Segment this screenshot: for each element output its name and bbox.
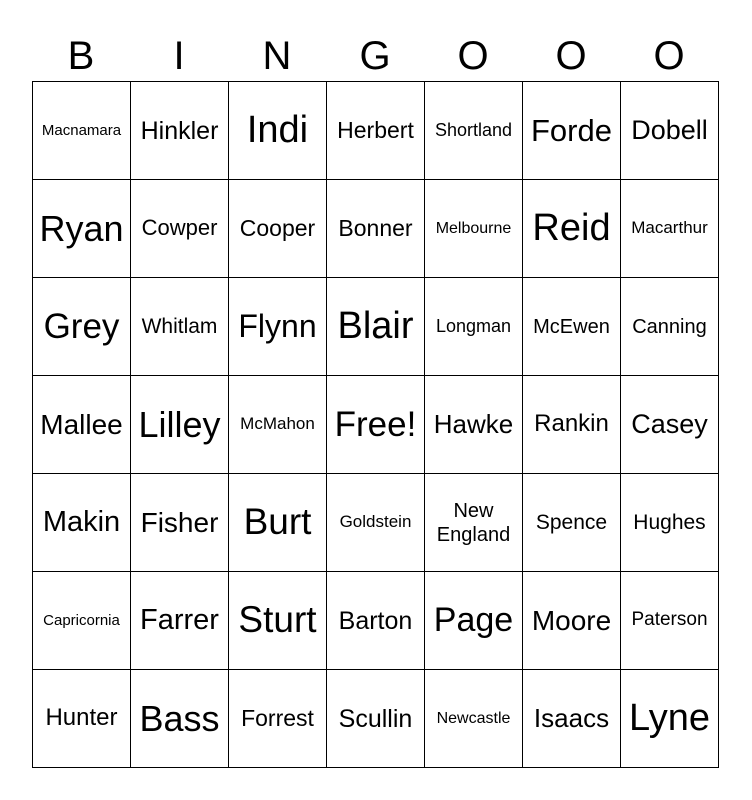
bingo-cell[interactable]: Lilley	[131, 376, 229, 474]
bingo-cell[interactable]: Moore	[523, 572, 621, 670]
bingo-cell[interactable]: Hawke	[425, 376, 523, 474]
bingo-cell[interactable]: Forrest	[229, 670, 327, 768]
bingo-cell[interactable]: Dobell	[621, 82, 719, 180]
bingo-cell[interactable]: Newcastle	[425, 670, 523, 768]
bingo-cell[interactable]: Spence	[523, 474, 621, 572]
bingo-cell[interactable]: Canning	[621, 278, 719, 376]
bingo-cell[interactable]: Page	[425, 572, 523, 670]
bingo-cell[interactable]: Farrer	[131, 572, 229, 670]
header-letter-o1: O	[457, 34, 489, 78]
header-letter-n: N	[262, 34, 292, 78]
bingo-cell[interactable]: Longman	[425, 278, 523, 376]
bingo-cell[interactable]: Hinkler	[131, 82, 229, 180]
bingo-cell[interactable]: Flynn	[229, 278, 327, 376]
bingo-cell-free[interactable]: Free!	[327, 376, 425, 474]
bingo-cell[interactable]: Paterson	[621, 572, 719, 670]
bingo-cell[interactable]: Ryan	[33, 180, 131, 278]
bingo-cell[interactable]: Macnamara	[33, 82, 131, 180]
bingo-cell[interactable]: Blair	[327, 278, 425, 376]
bingo-cell[interactable]: Scullin	[327, 670, 425, 768]
bingo-cell[interactable]: Indi	[229, 82, 327, 180]
bingo-cell[interactable]: Bass	[131, 670, 229, 768]
bingo-cell[interactable]: Casey	[621, 376, 719, 474]
bingo-cell[interactable]: Fisher	[131, 474, 229, 572]
bingo-card	[32, 81, 719, 768]
bingo-cell[interactable]: Cooper	[229, 180, 327, 278]
header-letter-o2: O	[555, 34, 587, 78]
bingo-cell[interactable]: Shortland	[425, 82, 523, 180]
header-letter-i: I	[173, 34, 185, 78]
bingo-cell[interactable]: Bonner	[327, 180, 425, 278]
bingo-cell[interactable]: Herbert	[327, 82, 425, 180]
bingo-cell[interactable]: McEwen	[523, 278, 621, 376]
bingo-cell[interactable]: Goldstein	[327, 474, 425, 572]
bingo-cell[interactable]: Reid	[523, 180, 621, 278]
bingo-cell[interactable]: Macarthur	[621, 180, 719, 278]
bingo-cell[interactable]: New England	[425, 474, 523, 572]
bingo-cell[interactable]: Grey	[33, 278, 131, 376]
header-letter-g: G	[359, 34, 391, 78]
bingo-cell[interactable]: Whitlam	[131, 278, 229, 376]
bingo-cell[interactable]: Isaacs	[523, 670, 621, 768]
bingo-cell[interactable]: Barton	[327, 572, 425, 670]
bingo-cell[interactable]: Hunter	[33, 670, 131, 768]
bingo-cell[interactable]: Forde	[523, 82, 621, 180]
bingo-cell[interactable]: Hughes	[621, 474, 719, 572]
bingo-header	[32, 30, 720, 82]
bingo-cell[interactable]: Burt	[229, 474, 327, 572]
bingo-cell[interactable]: Melbourne	[425, 180, 523, 278]
bingo-cell[interactable]: Mallee	[33, 376, 131, 474]
bingo-cell[interactable]: Makin	[33, 474, 131, 572]
bingo-cell[interactable]: Cowper	[131, 180, 229, 278]
bingo-cell[interactable]: Rankin	[523, 376, 621, 474]
header-letter-o3: O	[653, 34, 685, 78]
bingo-cell[interactable]: Capricornia	[33, 572, 131, 670]
header-letter-b: B	[67, 34, 95, 78]
bingo-cell[interactable]: McMahon	[229, 376, 327, 474]
bingo-cell[interactable]: Sturt	[229, 572, 327, 670]
bingo-cell[interactable]: Lyne	[621, 670, 719, 768]
